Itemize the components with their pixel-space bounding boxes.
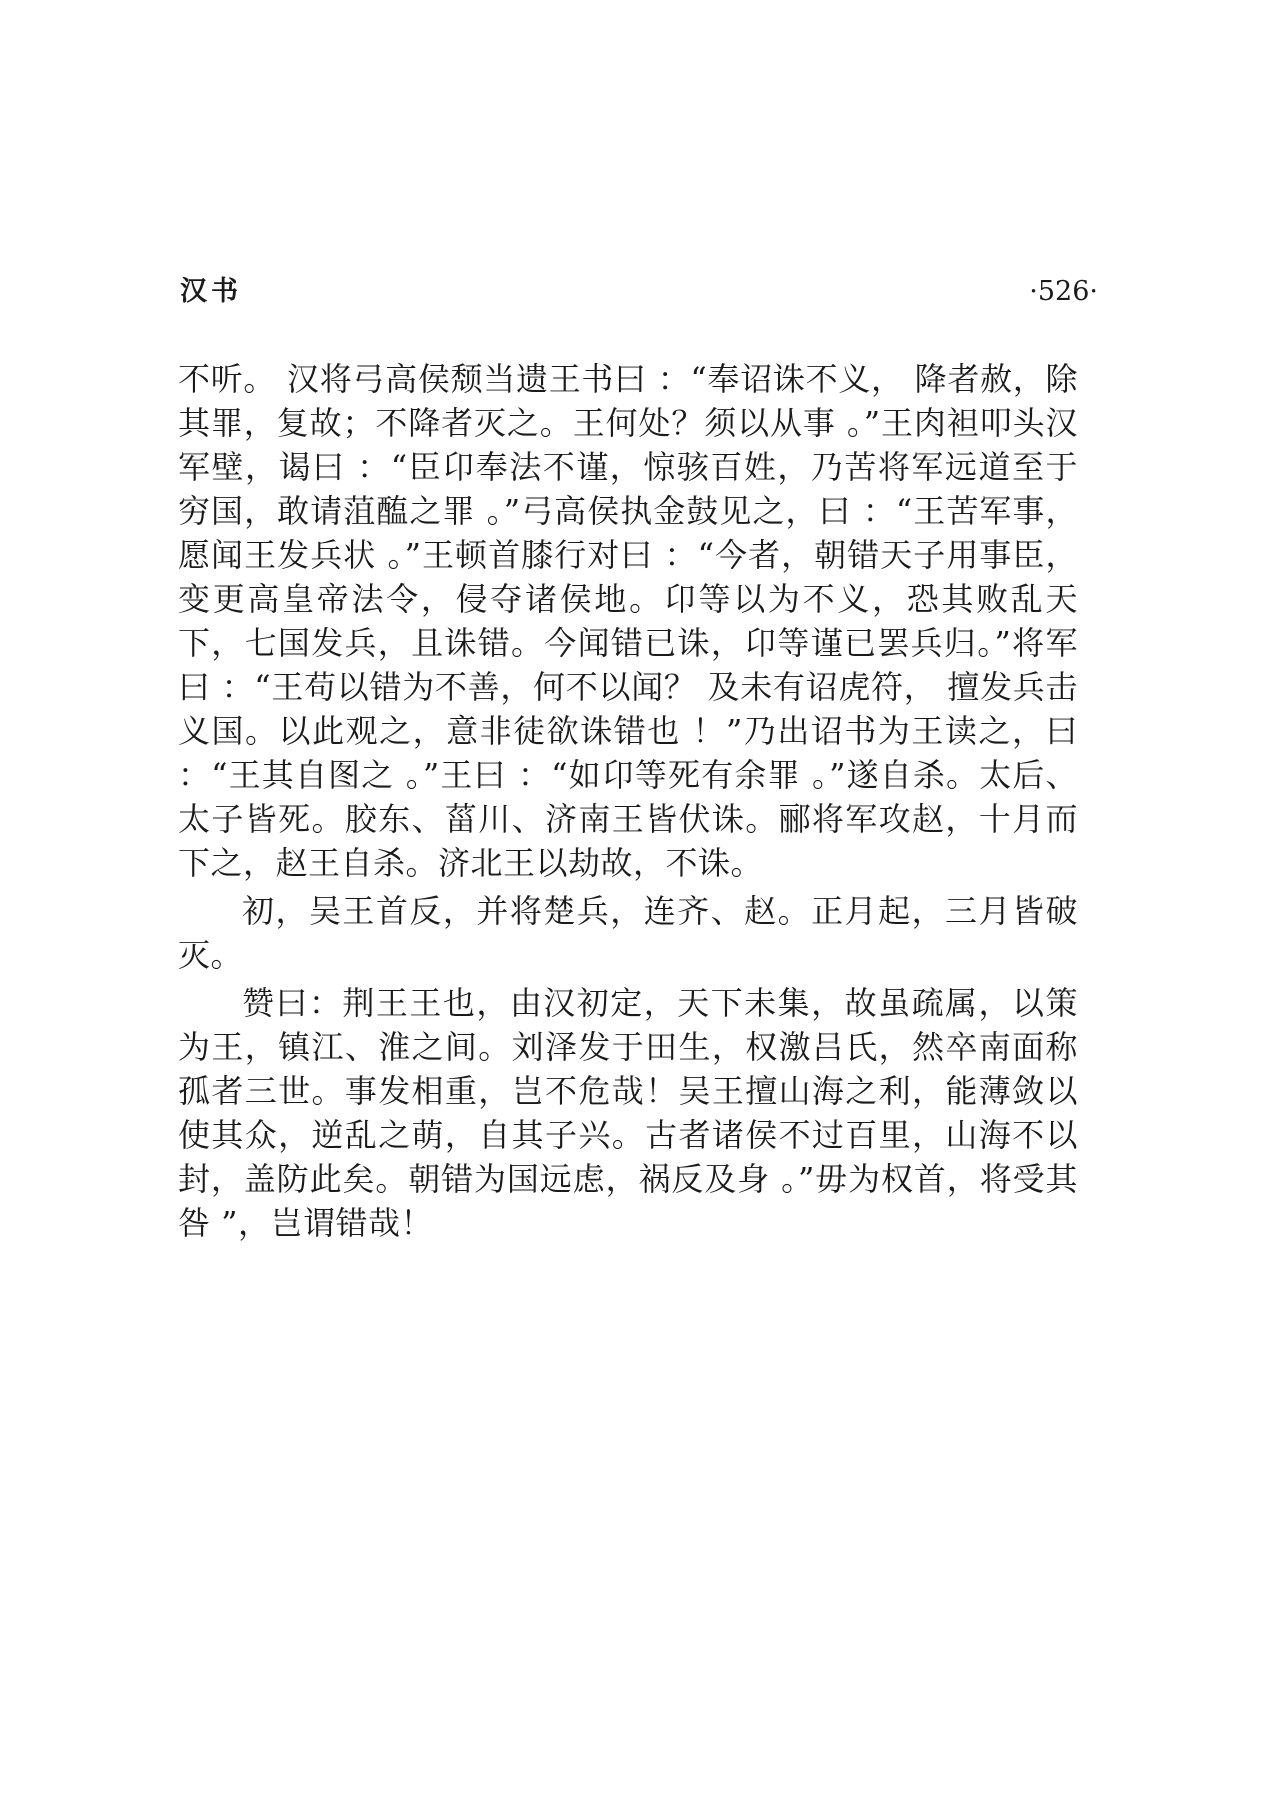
paragraph-3: 赞曰：荆王王也，由汉初定，天下未集，故虽疏属，以策为王，镇江、淮之间。刘泽发于田生，权激吕氏，然卒南面称孤者三世。事发相重，岂不危哉！吴王擅山海之利，能薄敛以使其众，逆乱之萌，自其子兴。古者诸侯不过百里，山海不以封，盖防此矣。朝错为国远虑，祸反及身 。”毋为权首，将受其咎 ”，岂谓错哉！ — [178, 984, 1078, 1242]
running-header — [180, 272, 1098, 316]
page-number: ·526· — [1029, 276, 1098, 307]
book-title: 汉书 — [180, 276, 242, 307]
body-text — [178, 357, 1078, 1249]
paragraph-1: 不听。 汉将弓高侯颓当遗王书曰 ：“奉诏诛不义， 降者赦，除其罪，复故；不降者灭之。王何处？须以从事 。”王肉袒叩头汉军壁，谒曰 ：“臣卬奉法不谨，惊骇百姓，乃苦将军远道至于穷国，敢请菹醢之罪 。”弓高侯执金鼓见之，曰 ：“王苦军事，愿闻王发兵状 。”王顿首膝行对曰 ：“今者，朝错天子用事臣，变更高皇帝法令，侵夺诸侯地。卬等以为不义，恐其败乱天下，七国发兵，且诛错。今闻错已诛，卬等谨已罢兵归。”将军曰 ：“王苟以错为不善，何不以闻？ 及未有诏虎符， 擅发兵击义国。以此观之，意非徒欲诛错也 ！”乃出诏书为王读之，曰 ：“王其自图之 。”王曰 ：“如卬等死有余罪 。”遂自杀。太后、太子皆死。胶东、菑川、济南王皆伏诛。郦将军攻赵，十月而下之，赵王自杀。济北王以劫故，不诛。 — [178, 360, 1078, 882]
paragraph-2: 初，吴王首反，并将楚兵，连齐、赵。正月起，三月皆破灭。 — [178, 892, 1078, 974]
